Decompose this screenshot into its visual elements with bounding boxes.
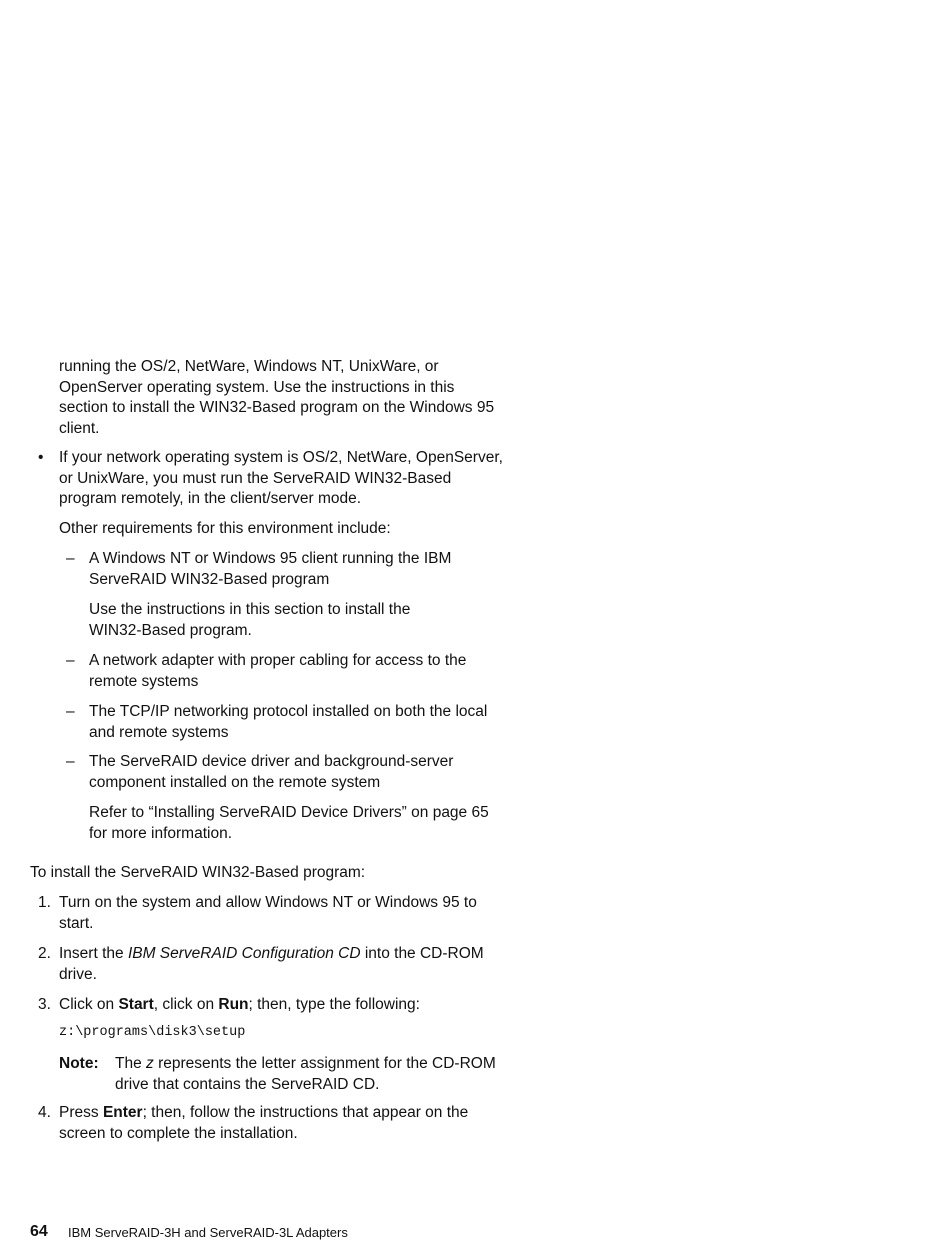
dash-marker: – [66,550,75,567]
requirement-item [89,549,544,590]
requirement-note-line: Refer to “Installing ServeRAID Device Drivers” on page 65 [89,804,489,821]
step-text-part: into the CD-ROM [360,945,484,962]
intro-line: running the OS/2, NetWare, Windows NT, UnixWare, or [59,358,439,375]
start-keyword: Start [118,996,154,1013]
requirement-note-line: WIN32-Based program. [89,621,252,639]
note-label: Note: [59,1055,99,1072]
dash-marker: – [66,652,75,669]
step-line: screen to complete the installation. [59,1124,298,1142]
step-line: drive. [59,965,97,983]
intro-line: section to install the WIN32-Based program on the Windows 95 [59,399,495,416]
run-keyword: Run [218,996,249,1013]
step-text [59,1103,549,1144]
step-text-part: ; then, type the following: [248,996,420,1013]
step-text [59,995,549,1016]
intro-line: client. [59,419,100,437]
intro-line: OpenServer operating system. Use the instructions in this [59,378,455,396]
step-text-part: Insert the [59,945,128,962]
requirement-note-line: Use the instructions in this section to install the [89,601,411,618]
note-text [115,1054,545,1095]
intro-paragraph [59,357,549,439]
requirement-note [89,803,544,844]
step-text-part: , click on [153,996,219,1013]
step-number: 1. [38,894,51,911]
page-number: 64 [30,1223,48,1240]
cd-title: IBM ServeRAID Configuration CD [127,945,361,962]
step-text-part: Click on [59,996,119,1013]
step-text [59,893,549,934]
setup-command: z:\programs\disk3\setup [59,1025,246,1040]
step-line [59,1103,549,1124]
note-text-part: The [115,1055,147,1072]
requirement-item [89,752,544,793]
step-line: start. [59,914,94,932]
step-number: 3. [38,996,51,1013]
requirement-line: A Windows NT or Windows 95 client running the IBM [89,550,452,567]
requirement-line: A network adapter with proper cabling for access to the [89,652,467,669]
requirement-item [89,651,544,692]
enter-keyword: Enter [102,1104,143,1121]
step-number: 2. [38,945,51,962]
note-line: drive that contains the ServeRAID CD. [115,1075,380,1093]
requirement-line: The TCP/IP networking protocol installed on both the local [89,703,488,720]
dash-marker: – [66,753,75,770]
install-intro: To install the ServeRAID WIN32-Based program: [30,864,366,881]
step-text [59,944,549,985]
bullet-icon: • [38,449,44,466]
dash-marker: – [66,703,75,720]
drive-variable: z [146,1055,154,1072]
requirement-note [89,600,544,641]
requirement-line: and remote systems [89,723,229,741]
requirement-line: remote systems [89,672,199,690]
bullet-line: or UnixWare, you must run the ServeRAID WIN32-Based [59,469,452,487]
note-text-part: represents the letter assignment for the CD-ROM [153,1055,496,1072]
step-number: 4. [38,1104,51,1121]
step-line [59,995,549,1016]
step-text-part: ; then, follow the instructions that appear on the [142,1104,469,1121]
step-line: Turn on the system and allow Windows NT or Windows 95 to [59,894,477,911]
requirement-line: The ServeRAID device driver and background-server [89,753,454,770]
running-footer-title: IBM ServeRAID-3H and ServeRAID-3L Adapters [68,1225,348,1240]
bullet-line: If your network operating system is OS/2, NetWare, OpenServer, [59,449,503,466]
requirement-item [89,702,544,743]
note-line [115,1054,545,1075]
step-text-part: Press [59,1104,103,1121]
bullet-line: program remotely, in the client/server mode. [59,490,362,507]
requirement-note-line: for more information. [89,824,232,842]
step-line [59,944,549,965]
requirement-line: ServeRAID WIN32-Based program [89,570,330,588]
requirement-line: component installed on the remote system [89,773,381,791]
bullet-paragraph [59,448,549,510]
other-requirements-text: Other requirements for this environment include: [59,520,391,537]
